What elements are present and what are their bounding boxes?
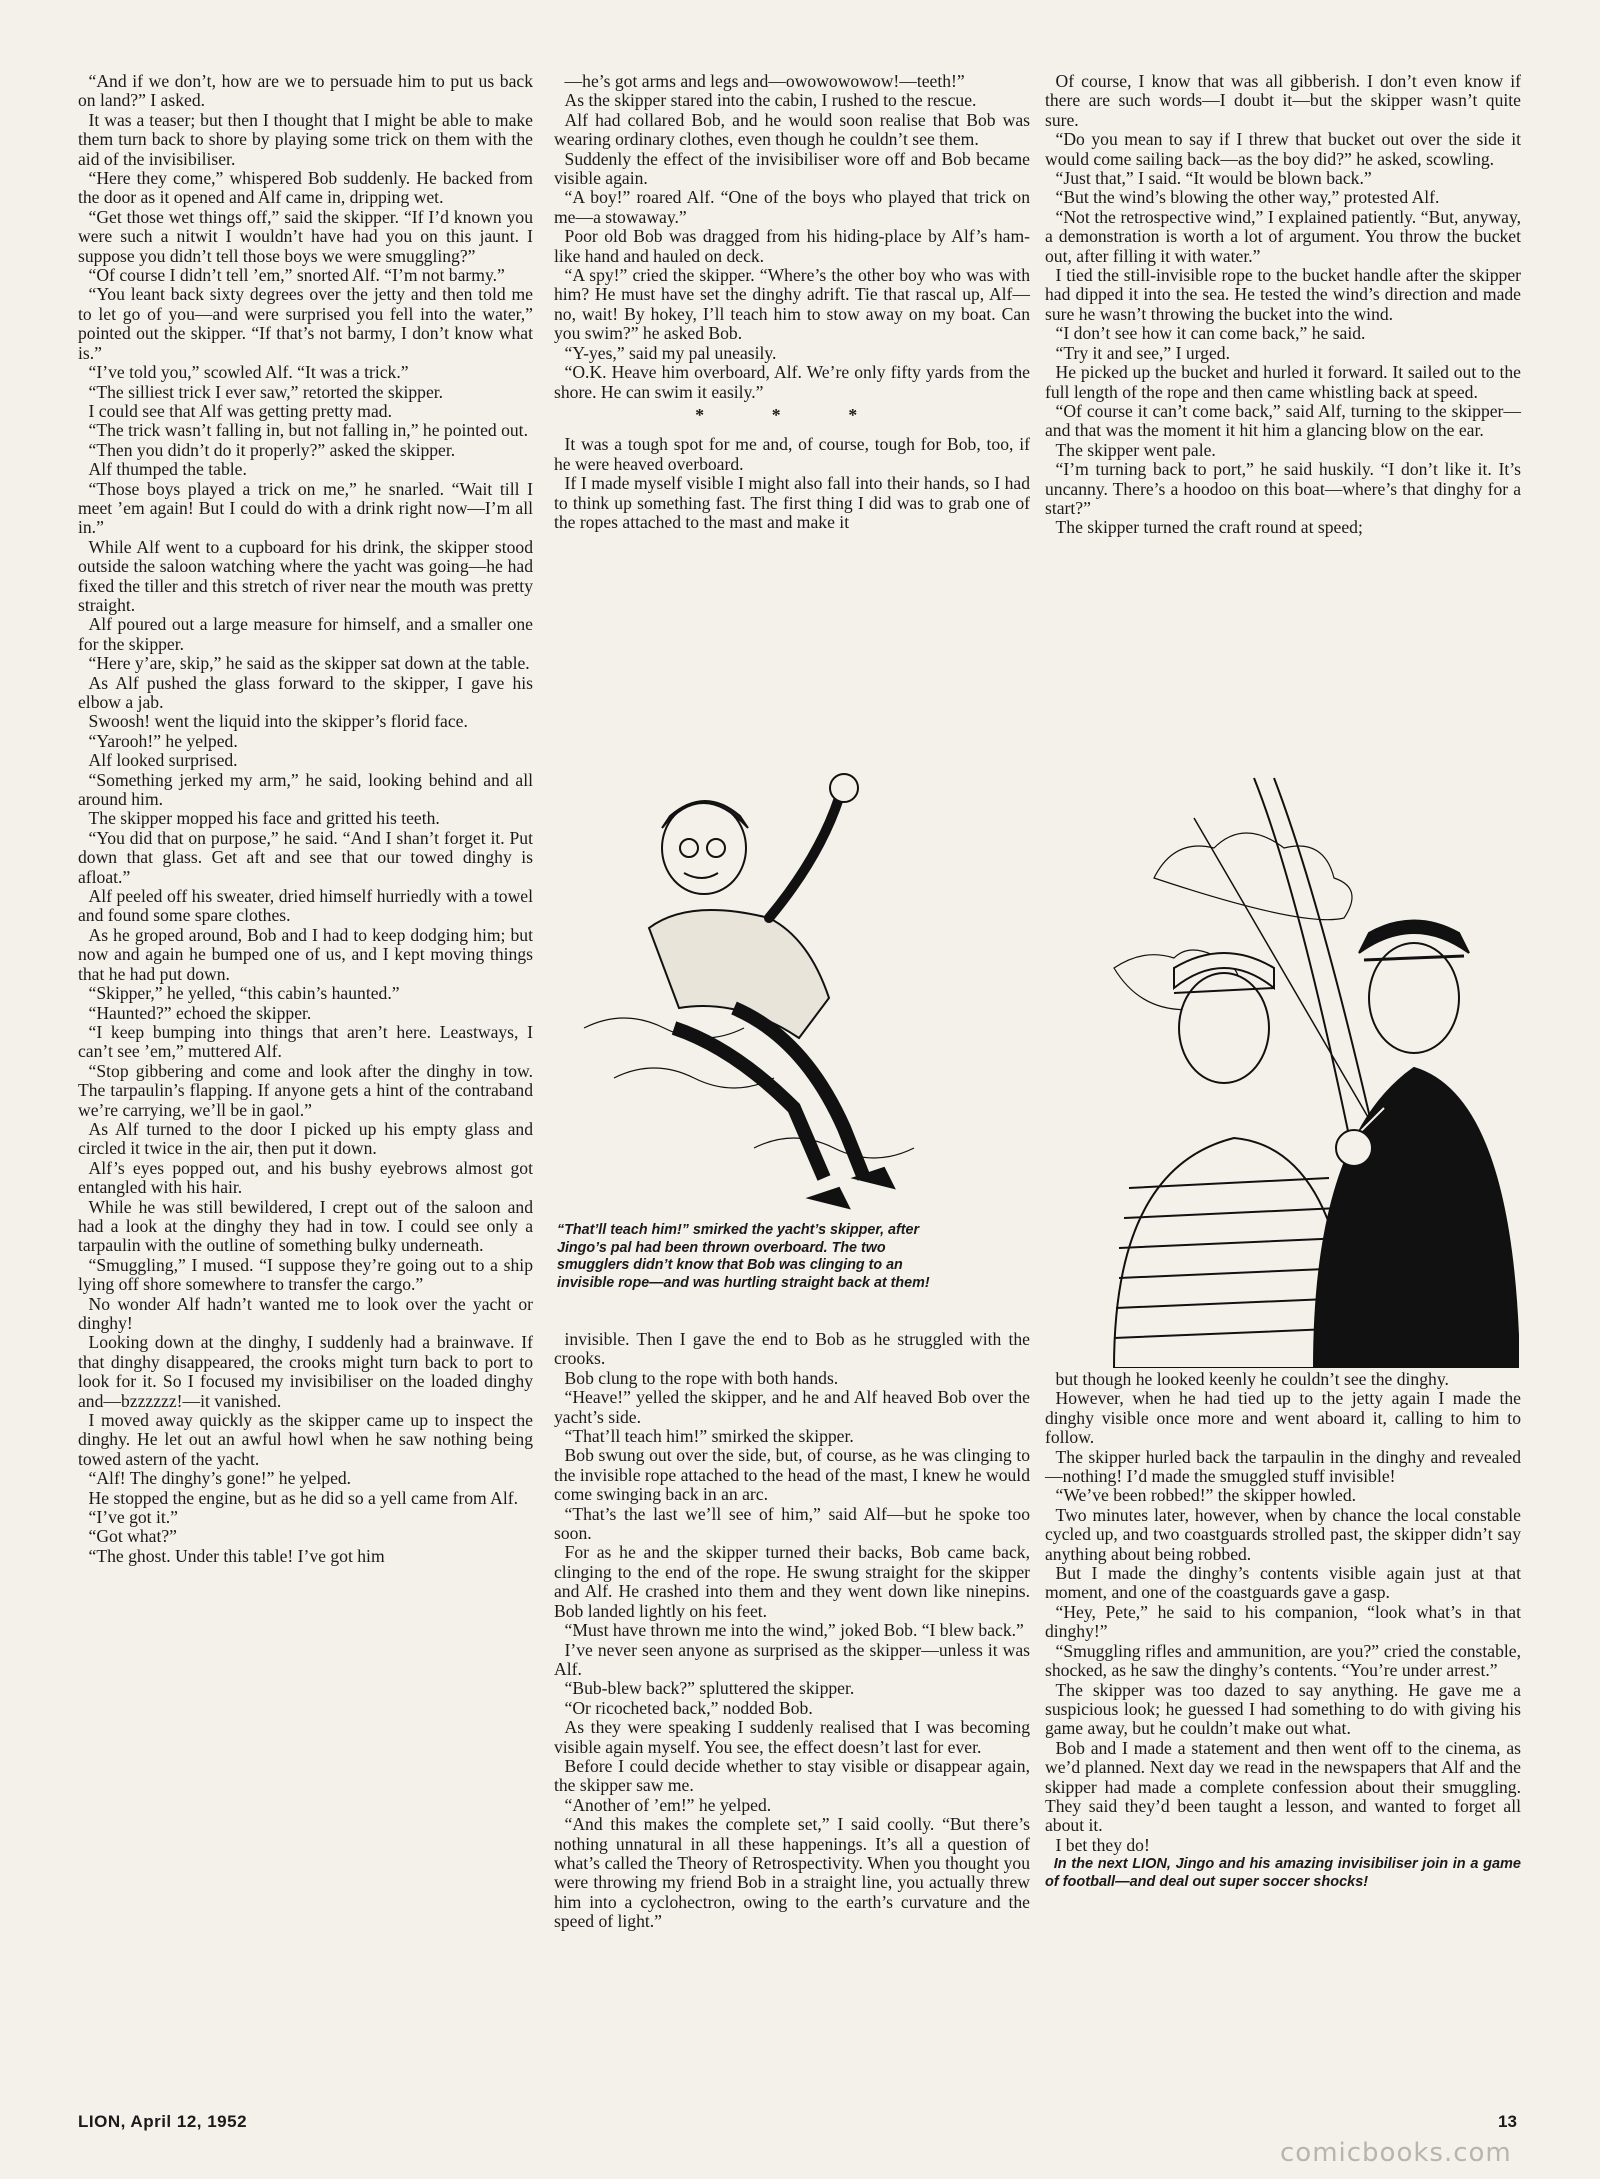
- paragraph: I moved away quickly as the skipper came up to inspect the dinghy. He let out an awful howl when he saw nothing being towed astern of the yacht.: [78, 1410, 533, 1469]
- paragraph: “I’m turning back to port,” he said huskily. “I don’t like it. It’s uncanny. There’s a hoodoo on this boat—where’s that dinghy for a start?”: [1045, 459, 1521, 518]
- paragraph: “We’ve been robbed!” the skipper howled.: [1055, 1485, 1357, 1506]
- paragraph: “Haunted?” echoed the skipper.: [88, 1002, 312, 1023]
- paragraph: “Must have thrown me into the wind,” joked Bob. “I blew back.”: [564, 1620, 1024, 1641]
- paragraph: “Another of ’em!” he yelped.: [564, 1794, 772, 1815]
- paragraph: “The ghost. Under this table! I’ve got him: [88, 1545, 385, 1566]
- text-column-2-lower: [554, 1330, 1030, 2080]
- paragraph: As Alf turned to the door I picked up his empty glass and circled it twice in the air, then put it down.: [78, 1118, 533, 1159]
- paragraph: invisible. Then I gave the end to Bob as he struggled with the crooks.: [554, 1329, 1030, 1369]
- paragraph: Swoosh! went the liquid into the skipper’s florid face.: [88, 711, 468, 732]
- paragraph: If I made myself visible I might also fall into their hands, so I had to think up something fast. The first thing I did was to grab one of the ropes attached to the mast and make it: [554, 473, 1030, 532]
- paragraph: As Alf pushed the glass forward to the skipper, I gave his elbow a jab.: [78, 672, 533, 712]
- paragraph: “Hey, Pete,” he said to his companion, “look what’s in that dinghy!”: [1045, 1601, 1521, 1642]
- paragraph: “I keep bumping into things that aren’t here. Leastways, I can’t see ’em,” muttered Alf.: [78, 1021, 533, 1062]
- paragraph: Before I could decide whether to stay visible or disappear again, the skipper saw me.: [554, 1755, 1030, 1796]
- text-column-1: [78, 72, 533, 2072]
- paragraph: “Do you mean to say if I threw that bucket out over the side it would come sailing back—as the boy did?” he asked, scowling.: [1045, 129, 1521, 169]
- paragraph: No wonder Alf hadn’t wanted me to look over the yacht or dinghy!: [78, 1293, 533, 1333]
- paragraph: I’ve never seen anyone as surprised as the skipper—unless it was Alf.: [554, 1639, 1030, 1679]
- paragraph: “Y-yes,” said my pal uneasily.: [564, 342, 777, 363]
- paragraph: “You leant back sixty degrees over the jetty and then told me to let go of you—and were surprised you fell into the water,” pointed out the skipper. “If that’s not barmy, I don’t know what is.”: [78, 284, 533, 363]
- paragraph: “But the wind’s blowing the other way,” protested Alf.: [1055, 187, 1440, 208]
- paragraph: “A boy!” roared Alf. “One of the boys who played that trick on me—a stowaway.”: [554, 187, 1030, 227]
- paragraph: He stopped the engine, but as he did so a yell came from Alf.: [88, 1487, 519, 1508]
- paragraph: but though he looked keenly he couldn’t see the dinghy.: [1055, 1369, 1449, 1389]
- paragraph: While Alf went to a cupboard for his drink, the skipper stood outside the saloon watching where the yacht was going—he had fixed the tiller and this stretch of river near the mouth was pretty straight.: [78, 536, 533, 615]
- paragraph: I tied the still-invisible rope to the bucket handle after the skipper had dipped it into the sea. He tested the wind’s direction and made sure he wasn’t throwing the bucket into the wind.: [1045, 265, 1521, 324]
- paragraph: “That’s the last we’ll see of him,” said Alf—but he spoke too soon.: [554, 1503, 1030, 1544]
- paragraph: While he was still bewildered, I crept out of the saloon and had a look at the dinghy they had in tow. I could see only a tarpaulin with the outline of something bulky underneath.: [78, 1196, 533, 1256]
- paragraph: “Bub-blew back?” spluttered the skipper.: [564, 1678, 855, 1699]
- text-column-3-lower: [1045, 1370, 1521, 2120]
- paragraph: However, when he had tied up to the jetty again I made the dinghy visible once more and went aboard it, calling to him to follow.: [1045, 1388, 1521, 1448]
- paragraph: “Of course I didn’t tell ’em,” snorted Alf. “I’m not barmy.”: [88, 265, 505, 286]
- text-column-2: [554, 72, 1030, 732]
- paragraph: —he’s got arms and legs and—owowowowow!—teeth!”: [564, 71, 965, 91]
- paragraph: “Skipper,” he yelled, “this cabin’s haunted.”: [88, 983, 400, 1004]
- paragraph: “O.K. Heave him overboard, Alf. We’re only fifty yards from the shore. He can swim it easily.”: [554, 362, 1030, 402]
- paragraph: “Those boys played a trick on me,” he snarled. “Wait till I meet ’em again! But I could do with a drink right now—I’m all in.”: [78, 478, 533, 538]
- paragraph: “The trick wasn’t falling in, but not falling in,” he pointed out.: [88, 420, 528, 441]
- paragraph: “And this makes the complete set,” I said coolly. “But there’s nothing unnatural in all these happenings. It’s all a question of what’s called the Theory of Retrospectivity. When you thought you were throwing my friend Bob in a straight line, you actually threw him into a cyclohectron, owing to the earth’s curvature and the speed of light.”: [554, 1814, 1030, 1932]
- paragraph: Of course, I know that was all gibberish. I don’t even know if there are such words—I doubt it—but the skipper wasn’t quite sure.: [1045, 71, 1521, 130]
- paragraph: It was a tough spot for me and, of course, tough for Bob, too, if he were heaved overboard.: [554, 434, 1030, 474]
- paragraph: “Try it and see,” I urged.: [1055, 342, 1230, 363]
- paragraph: The skipper hurled back the tarpaulin in the dinghy and revealed—nothing! I’d made the smuggled stuff invisible!: [1045, 1446, 1521, 1487]
- paragraph: “The silliest trick I ever saw,” retorted the skipper.: [88, 381, 444, 402]
- paragraph: Poor old Bob was dragged from his hiding-place by Alf’s ham-like hand and hauled on deck.: [554, 226, 1030, 266]
- paragraph: “And if we don’t, how are we to persuade him to put us back on land?” I asked.: [78, 71, 533, 111]
- section-break: * * *: [695, 404, 889, 425]
- paragraph: But I made the dinghy’s contents visible again just at that moment, and one of the coastguards gave a gasp.: [1045, 1563, 1521, 1603]
- paragraph: The skipper mopped his face and gritted his teeth.: [88, 808, 440, 829]
- paragraph: He picked up the bucket and hurled it forward. It sailed out to the full length of the rope and then came whistling back at speed.: [1045, 362, 1521, 402]
- paragraph: Alf had collared Bob, and he would soon realise that Bob was wearing ordinary clothes, even though he couldn’t see them.: [554, 109, 1030, 150]
- paragraph: Bob and I made a statement and then went off to the cinema, as we’d planned. Next day we read in the newspapers that Alf and the skipper had made a complete confession about their smuggling. They said they’d been taught a lesson, and wanted to forget all about it.: [1045, 1737, 1521, 1836]
- paragraph: Alf’s eyes popped out, and his bushy eyebrows almost got entangled with his hair.: [78, 1157, 533, 1198]
- paragraph: Looking down at the dinghy, I suddenly had a brainwave. If that dinghy disappeared, the crooks might turn back to port to look for it. So I focused my invisibiliser on the loaded dinghy and—bzzzzzz!—it vanished.: [78, 1332, 533, 1411]
- paragraph: “Not the retrospective wind,” I explained patiently. “But, anyway, a demonstration is worth a lot of argument. You throw the bucket out, after filling it with water.”: [1045, 206, 1521, 266]
- next-issue-teaser: In the next LION, Jingo and his amazing invisibiliser join in a game of football—and deal out super soccer shocks!: [1045, 1856, 1521, 1891]
- watermark: comicbooks.com: [1280, 2138, 1512, 2168]
- paragraph: I could see that Alf was getting pretty mad.: [88, 400, 392, 421]
- paragraph: As the skipper stared into the cabin, I rushed to the rescue.: [564, 90, 977, 111]
- paragraph: “Then you didn’t do it properly?” asked the skipper.: [88, 439, 456, 460]
- paragraph: Two minutes later, however, when by chance the local constable cycled up, and two coastguards strolled past, the skipper didn’t say anything about being robbed.: [1045, 1504, 1521, 1564]
- paragraph: “Here they come,” whispered Bob suddenly. He backed from the door as it opened and Alf came in, dripping wet.: [78, 168, 533, 208]
- paragraph: As they were speaking I suddenly realised that I was becoming visible again myself. You see, the effect doesn’t last for ever.: [554, 1717, 1030, 1757]
- paragraph: Alf poured out a large measure for himself, and a smaller one for the skipper.: [78, 614, 533, 654]
- paragraph: “Just that,” I said. “It would be blown back.”: [1055, 168, 1372, 189]
- paragraph: The skipper turned the craft round at speed;: [1055, 517, 1363, 538]
- paragraph: “You did that on purpose,” he said. “And I shan’t forget it. Put down that glass. Get aft and see that our towed dinghy is afloat.”: [78, 827, 533, 887]
- paragraph: Bob swung out over the side, but, of course, as he was clinging to the invisible rope attached to the head of the mast, I knew he would come swinging back in an arc.: [554, 1445, 1030, 1505]
- paragraph: “That’ll teach him!” smirked the skipper.: [564, 1426, 854, 1447]
- paragraph: “Get those wet things off,” said the skipper. “If I’d known you were such a nitwit I wouldn’t have had you on this jaunt. I suppose you didn’t tell those boys we were smuggling?”: [78, 206, 533, 266]
- paragraph: “Smuggling,” I mused. “I suppose they’re going out to a ship lying off shore somewhere to transfer the cargo.”: [78, 1254, 533, 1295]
- paragraph: “Alf! The dinghy’s gone!” he yelped.: [88, 1468, 352, 1489]
- paragraph: “Stop gibbering and come and look after the dinghy in tow. The tarpaulin’s flapping. If anyone gets a hint of the contraband we’re carrying, we’ll be in gaol.”: [78, 1060, 533, 1120]
- text-column-3: [1045, 72, 1521, 732]
- paragraph: I bet they do!: [1055, 1834, 1150, 1855]
- paragraph: “Smuggling rifles and ammunition, are you?” cried the constable, shocked, as he saw the dinghy’s contents. “You’re under arrest.”: [1045, 1640, 1521, 1681]
- paragraph: Suddenly the effect of the invisibiliser wore off and Bob became visible again.: [554, 148, 1030, 189]
- paragraph: The skipper went pale.: [1055, 439, 1216, 460]
- paragraph: It was a teaser; but then I thought that I might be able to make them turn back to shore by playing some trick on them with the aid of the invisibiliser.: [78, 109, 533, 169]
- paragraph: “Something jerked my arm,” he said, looking behind and all around him.: [78, 769, 533, 810]
- paragraph: Alf thumped the table.: [88, 459, 247, 480]
- paragraph: Bob clung to the rope with both hands.: [564, 1367, 839, 1388]
- paragraph: “Of course it can’t come back,” said Alf, turning to the skipper—and that was the moment it hit him a glancing blow on the ear.: [1045, 400, 1521, 441]
- paragraph: Alf peeled off his sweater, dried himself hurriedly with a towel and found some spare clothes.: [78, 886, 533, 926]
- paragraph: “I don’t see how it can come back,” he said.: [1055, 323, 1366, 344]
- issue-footer: LION, April 12, 1952: [78, 2112, 248, 2131]
- paragraph: “Here y’are, skip,” he said as the skipper sat down at the table.: [88, 653, 530, 674]
- paragraph: For as he and the skipper turned their backs, Bob came back, clinging to the end of the rope. He swung straight for the skipper and Alf. He crashed into them and they went down like ninepins. Bob landed lightly on his feet.: [554, 1542, 1030, 1621]
- illustration-caption: “That’ll teach him!” smirked the yacht’s skipper, after Jingo’s pal had been thrown overboard. The two smugglers didn’t know that Bob was clinging to an invisible rope—and was hurtling straight back at them!: [557, 1222, 947, 1292]
- paragraph: “A spy!” cried the skipper. “Where’s the other boy who was with him? He must have set the dinghy adrift. Tie that rascal up, Alf—no, wait! By hokey, I’ll teach him to stow away on my boat. Can you swim?” he asked Bob.: [554, 265, 1030, 344]
- paragraph: “Heave!” yelled the skipper, and he and Alf heaved Bob over the yacht’s side.: [554, 1387, 1030, 1427]
- paragraph: “Or ricocheted back,” nodded Bob.: [564, 1697, 813, 1718]
- paragraph: Alf looked surprised.: [88, 750, 238, 771]
- paragraph: “I’ve got it.”: [88, 1507, 178, 1528]
- paragraph: “Got what?”: [88, 1526, 177, 1547]
- paragraph: The skipper was too dazed to say anything. He gave me a suspicious look; he guessed I had something to do with giving his game away, but he couldn’t make out what.: [1045, 1679, 1521, 1739]
- paragraph: “Yarooh!” he yelped.: [88, 730, 238, 751]
- paragraph: “I’ve told you,” scowled Alf. “It was a trick.”: [88, 362, 409, 383]
- page-number: 13: [1498, 2112, 1517, 2131]
- paragraph: As he groped around, Bob and I had to keep dodging him; but now and again he bumped one of us, and I kept moving things that he had put down.: [78, 924, 533, 984]
